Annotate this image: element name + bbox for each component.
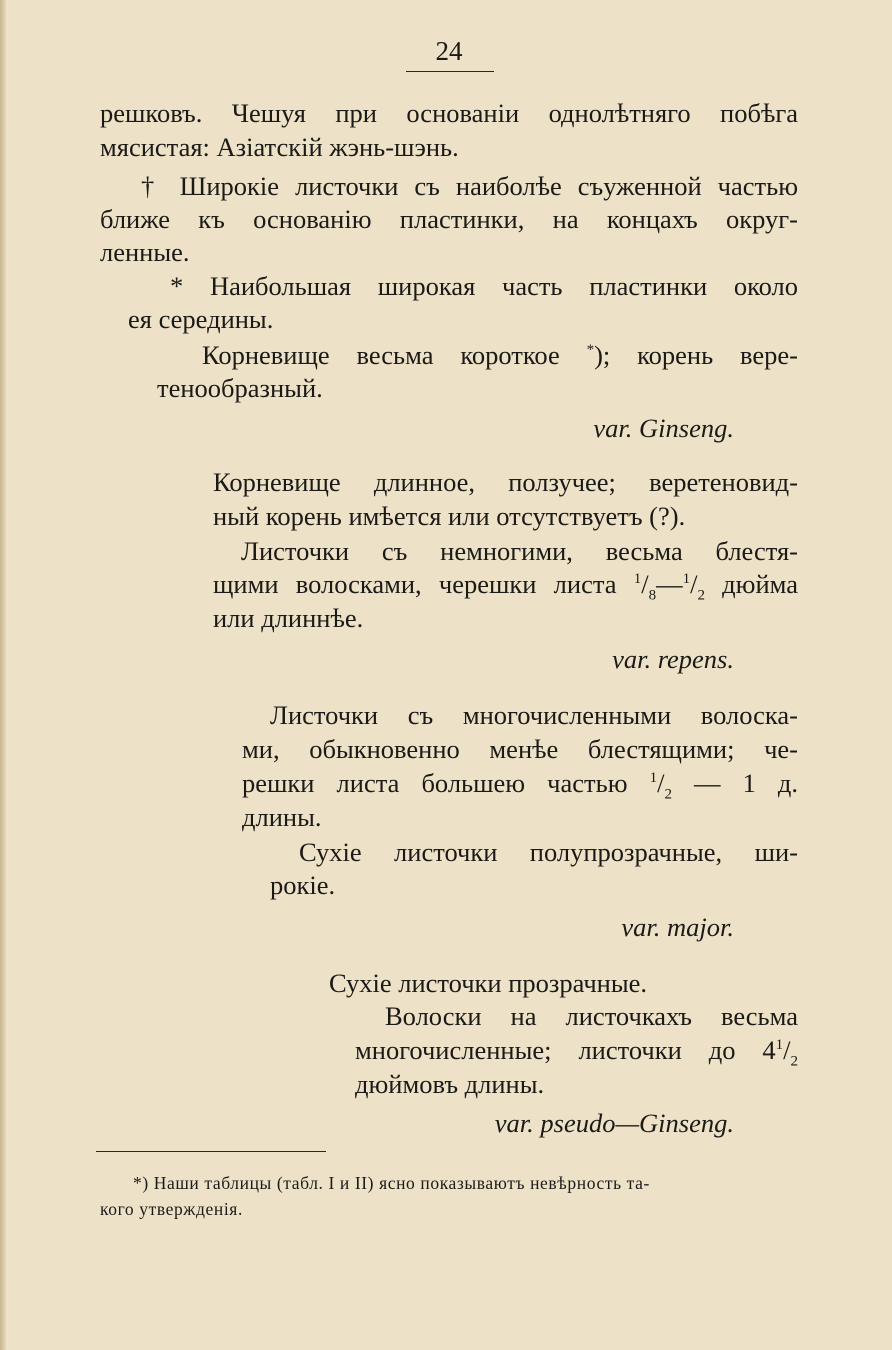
- fraction: $^1/_2$: [682, 569, 705, 604]
- text-line: [242, 766, 799, 803]
- text-line: ный корень имѣется или отсутствуетъ (?).: [213, 501, 686, 531]
- text-line: дюймовъ длины.: [355, 1069, 545, 1099]
- text-line: [202, 338, 798, 372]
- fraction: $^1/_2$: [649, 768, 672, 803]
- text-line: * Наибольшая широкая часть пластинки около: [170, 271, 798, 301]
- text-segment: д.: [755, 768, 799, 798]
- text-line: † Широкiе листочки съ наиболѣе съуженной частью: [141, 171, 798, 201]
- footnote-line: кого утвержденiя.: [100, 1199, 243, 1219]
- fraction: $^1/_2$: [775, 1035, 798, 1070]
- page-number-rule: [406, 71, 494, 72]
- text-segment: многочисленные; листочки до: [355, 1035, 763, 1065]
- text-line: Волоски на листочкахъ весьма: [385, 1001, 798, 1031]
- dash: —: [656, 569, 683, 599]
- fraction-numerator: 1: [649, 770, 658, 787]
- text-segment: решки листа большею частью: [242, 768, 650, 798]
- text-line: ближе къ основанiю пластинки, на концахъ округ-: [100, 204, 798, 234]
- variety-label: var. major.: [621, 912, 734, 942]
- text-line: ми, обыкновенно менѣе блестящими; че-: [242, 734, 798, 764]
- text-line: или длиннѣе.: [213, 603, 364, 633]
- variety-label: var. Ginseng.: [593, 413, 734, 443]
- text-segment: щими волосками, черешки листа: [213, 569, 634, 599]
- fraction-numerator: 1: [682, 571, 691, 588]
- page-number: 24: [435, 36, 463, 66]
- fraction-denominator: 8: [648, 587, 657, 604]
- text-line: Листочки съ многочисленными волоска-: [270, 700, 798, 730]
- text-line: [213, 567, 798, 604]
- text-line: Сухiе листочки прозрачные.: [329, 968, 648, 998]
- text-line: решковъ. Чешуя при основанiи однолѣтняго побѣга: [100, 98, 798, 128]
- footnote-rule: [96, 1151, 326, 1152]
- fraction-denominator: 2: [697, 587, 705, 604]
- variety-label: var. pseudo—Ginseng.: [494, 1108, 734, 1138]
- text-line: Сухiе листочки полупрозрачные, ши-: [299, 837, 798, 867]
- text-segment: — 1: [671, 768, 756, 798]
- fraction-numerator: 1: [775, 1037, 784, 1054]
- text-line: тенообразный.: [157, 373, 323, 403]
- fraction-denominator: 2: [664, 786, 672, 803]
- text-segment: Корневище весьма короткое: [202, 340, 587, 370]
- text-segment: дюйма: [704, 569, 798, 599]
- fraction: $^1/_8$: [633, 569, 657, 604]
- number: 4: [762, 1035, 776, 1065]
- page-edge: [0, 0, 6, 1350]
- footnote-marker: *: [586, 342, 595, 359]
- text-line: Листочки съ немногими, весьма блестя-: [241, 536, 798, 566]
- text-line: длины.: [242, 802, 322, 832]
- text-line: ленные.: [100, 237, 190, 267]
- text-line: мясистая: Азiатскiй жэнь-шэнь.: [100, 132, 459, 162]
- variety-label: var. repens.: [612, 644, 734, 674]
- text-line: рокiе.: [270, 870, 336, 900]
- footnote-line: *) Наши таблицы (табл. I и II) ясно показываютъ невѣрность та-: [133, 1173, 650, 1193]
- text-line: [355, 1033, 798, 1070]
- fraction-numerator: 1: [633, 571, 642, 588]
- text-line: Корневище длинное, ползучее; веретеновид-: [213, 467, 798, 497]
- text-line: ея середины.: [128, 304, 274, 334]
- text-segment: ); корень вере-: [594, 340, 799, 370]
- fraction-denominator: 2: [790, 1053, 798, 1070]
